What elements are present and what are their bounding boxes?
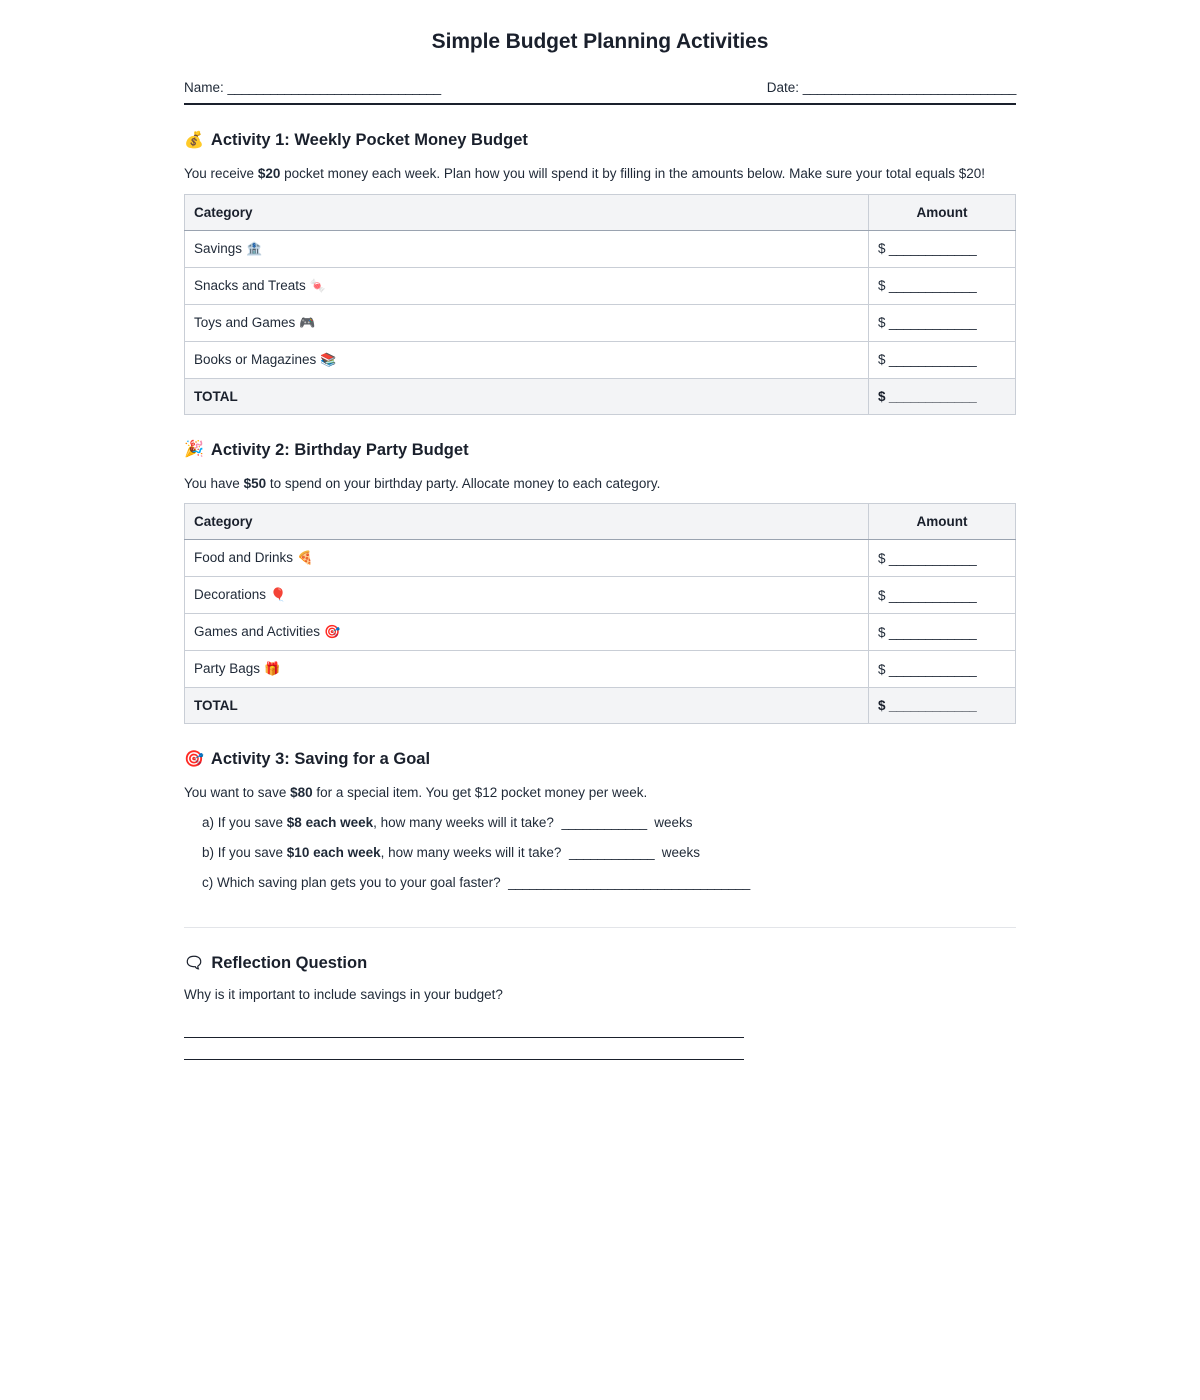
money-bag-icon: 💰 (184, 131, 204, 149)
activity-2-table (184, 503, 1016, 724)
row-amount-food[interactable] (869, 540, 1016, 577)
date-label: Date: (766, 80, 803, 95)
row-category-savings (185, 230, 869, 267)
total-amount[interactable] (869, 378, 1016, 414)
name-blank[interactable]: ______________________________ (227, 80, 441, 95)
total-amount[interactable] (869, 688, 1016, 724)
name-date-row (184, 80, 1016, 105)
activity-3-intro-prefix: You want to save (184, 785, 291, 801)
table-row (185, 304, 1016, 341)
question-b (184, 843, 1016, 873)
amount-blank[interactable]: $ ____________ (878, 661, 977, 677)
answer-line[interactable] (184, 1016, 744, 1038)
gift-icon: 🎁 (264, 661, 281, 677)
reflection-answer-lines (184, 1016, 1016, 1060)
table-row (185, 614, 1016, 651)
activity-1-intro (184, 164, 1016, 184)
table-row (185, 540, 1016, 577)
activity-2-intro (184, 474, 1016, 494)
table-header-row (185, 504, 1016, 540)
activity-3-question-list (184, 813, 1016, 904)
amount-blank[interactable]: $ ____________ (878, 315, 977, 331)
activity-1-heading-text: Activity 1: Weekly Pocket Money Budget (210, 131, 528, 149)
activity-2-intro-amount: $50 (243, 475, 267, 491)
game-controller-icon: 🎮 (299, 314, 316, 330)
table-header-row (185, 194, 1016, 230)
question-b-middle: , how many weeks will it take? (380, 844, 569, 860)
row-amount-books[interactable] (869, 341, 1016, 378)
row-amount-snacks[interactable] (869, 267, 1016, 304)
date-blank[interactable]: ______________________________ (802, 80, 1016, 95)
amount-blank[interactable]: $ ____________ (878, 624, 977, 640)
reflection-heading (184, 954, 1016, 973)
table-row (185, 341, 1016, 378)
total-label: TOTAL (185, 688, 869, 724)
question-b-prefix: b) If you save (202, 844, 287, 860)
category-label: Toys and Games (194, 314, 296, 330)
activity-1-table (184, 194, 1016, 415)
question-a-prefix: a) If you save (202, 814, 287, 830)
column-header-category: Category (185, 194, 869, 230)
candy-icon: 🍬 (309, 277, 326, 293)
row-category-party-bags (185, 651, 869, 688)
category-label: Books or Magazines (194, 351, 317, 367)
question-c (184, 873, 1016, 903)
reflection-prompt: Why is it important to include savings in your budget? (184, 987, 503, 1003)
reflection-heading-text: Reflection Question (211, 954, 368, 973)
total-label: TOTAL (185, 378, 869, 414)
amount-blank[interactable]: $ ____________ (878, 388, 977, 404)
category-label: Decorations (194, 587, 267, 603)
activity-3-intro-suffix: for a special item. You get $12 pocket money per week. (312, 785, 648, 801)
question-a-middle: , how many weeks will it take? (373, 814, 562, 830)
activity-1-intro-suffix: pocket money each week. Plan how you will spend it by filling in the amounts below. Make sure your total equals $20! (280, 166, 985, 181)
question-b-bold: $10 each week (286, 844, 381, 860)
row-amount-games[interactable] (869, 614, 1016, 651)
category-label: Party Bags (194, 661, 261, 677)
activity-2-intro-suffix: to spend on your birthday party. Allocate money to each category. (266, 475, 661, 491)
column-header-amount: Amount (869, 504, 1016, 540)
worksheet-content (184, 0, 1016, 1060)
question-b-suffix: weeks (654, 844, 701, 860)
question-a-bold: $8 each week (286, 814, 374, 830)
category-label: Games and Activities (194, 624, 321, 640)
category-label: Savings (194, 240, 243, 256)
activity-2-heading-text: Activity 2: Birthday Party Budget (210, 440, 469, 459)
question-a-suffix: weeks (646, 814, 693, 830)
row-category-games (185, 614, 869, 651)
activity-1-table-body (185, 230, 1016, 414)
activity-3-heading-text: Activity 3: Saving for a Goal (210, 750, 431, 769)
activity-3-intro-amount: $80 (290, 785, 313, 801)
question-b-blank[interactable]: ____________ (568, 844, 655, 860)
activity-1-intro-prefix: You receive (184, 166, 258, 181)
category-label: Snacks and Treats (194, 277, 306, 293)
row-category-snacks (185, 267, 869, 304)
activity-3-heading (184, 750, 1016, 769)
activity-2-intro-prefix: You have (184, 475, 244, 491)
amount-blank[interactable]: $ ____________ (878, 241, 977, 257)
amount-blank[interactable]: $ ____________ (878, 587, 977, 603)
name-field[interactable] (184, 80, 441, 95)
activity-1-table-head (185, 194, 1016, 230)
dart-icon: 🎯 (184, 750, 204, 768)
table-total-row (185, 688, 1016, 724)
column-header-category: Category (185, 504, 869, 540)
question-c-blank[interactable]: __________________________________ (508, 875, 750, 891)
name-label: Name: (184, 80, 228, 95)
row-amount-savings[interactable] (869, 230, 1016, 267)
books-icon: 📚 (320, 351, 337, 367)
question-a-blank[interactable]: ____________ (561, 814, 647, 830)
dart-icon: 🎯 (324, 624, 341, 640)
pizza-icon: 🍕 (297, 550, 314, 566)
activity-3-intro (184, 783, 1016, 803)
balloon-icon: 🎈 (270, 587, 287, 603)
amount-blank[interactable]: $ ____________ (878, 278, 977, 294)
activity-2-table-head (185, 504, 1016, 540)
date-field[interactable] (767, 80, 1016, 95)
activity-2-heading (184, 441, 1016, 460)
activity-1-intro-amount: $20 (257, 166, 281, 181)
amount-blank[interactable]: $ ____________ (878, 550, 977, 566)
question-c-prefix: c) Which saving plan gets you to your goal faster? (202, 875, 509, 891)
row-category-toys (185, 304, 869, 341)
row-amount-toys[interactable] (869, 304, 1016, 341)
page-title: Simple Budget Planning Activities (431, 30, 769, 53)
amount-blank[interactable]: $ ____________ (878, 698, 977, 714)
speech-balloon-icon: 🗨 (184, 954, 205, 972)
row-category-food (185, 540, 869, 577)
answer-line[interactable] (184, 1038, 744, 1060)
section-divider (184, 927, 1016, 928)
table-row (185, 267, 1016, 304)
activity-2-table-body (185, 540, 1016, 724)
activity-1-heading (184, 131, 1016, 150)
table-total-row (185, 378, 1016, 414)
bank-icon: 🏦 (246, 240, 263, 256)
category-label: Food and Drinks (194, 550, 294, 566)
question-a (184, 813, 1016, 843)
row-amount-decorations[interactable] (869, 577, 1016, 614)
row-amount-party-bags[interactable] (869, 651, 1016, 688)
table-row (185, 230, 1016, 267)
amount-blank[interactable]: $ ____________ (878, 352, 977, 368)
table-row (185, 651, 1016, 688)
column-header-amount: Amount (869, 194, 1016, 230)
table-row (185, 577, 1016, 614)
row-category-books (185, 341, 869, 378)
row-category-decorations (185, 577, 869, 614)
party-popper-icon: 🎉 (184, 441, 204, 459)
